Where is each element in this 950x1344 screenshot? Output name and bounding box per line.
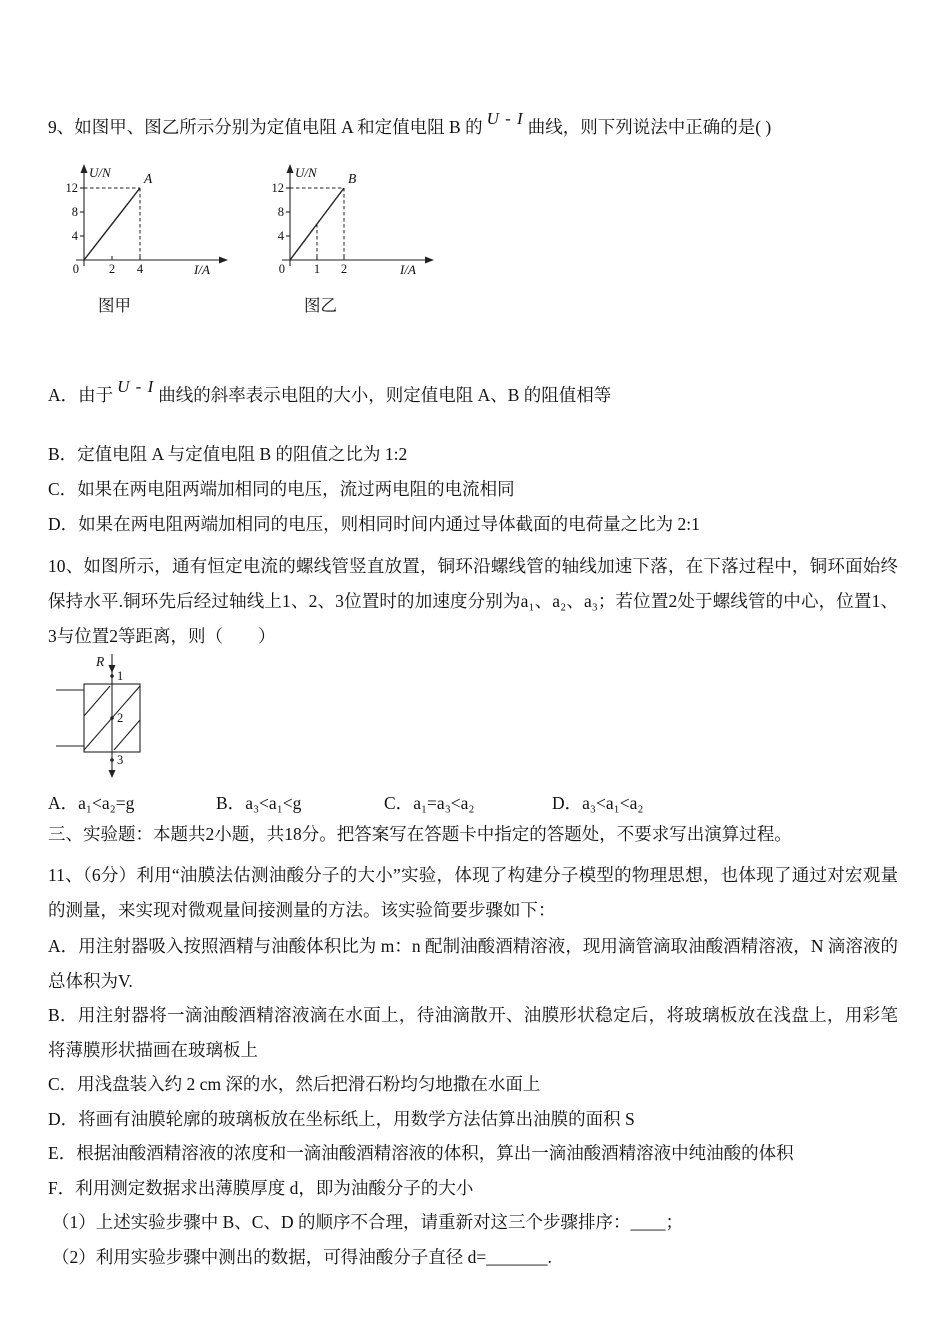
axis-arrow-top-icon (109, 665, 116, 673)
graph-yi-plot (258, 163, 438, 285)
q9-graphs-row (52, 163, 898, 316)
q11-subquestion-2: （2）利用实验步骤中测出的数据，可得油酸分子直径 d=_______. (52, 1246, 552, 1267)
q9-option-c-label: C． (48, 479, 78, 499)
graph-yi (258, 163, 438, 316)
q10-option-c-text: a₁=a₃<a₂ (413, 793, 475, 813)
origin-label: 0 (278, 262, 285, 276)
q9-ui-formula: U - I (486, 109, 524, 128)
q10-option-b (216, 792, 384, 814)
y-tick-label-8: 8 (277, 205, 284, 219)
solenoid-plot (50, 654, 200, 779)
q11-steps (48, 929, 898, 1205)
y-axis-arrow-icon (287, 164, 294, 173)
q10-option-a-text: a₁<a₂=g (78, 793, 135, 813)
axis-arrow-bottom-icon (109, 770, 116, 778)
q9-option-d-text: 如果在两电阻两端加相同的电压，则相同时间内通过导体截面的电荷量之比为 2:1 (78, 514, 700, 534)
q11-step-a: A．用注射器吸入按照酒精与油酸体积比为 m：n 配制油酸酒精溶液，现用滴管滴取油酸酒精溶液，N 滴溶液的总体积为V. (48, 936, 898, 991)
question-10-stem: 10、如图所示，通有恒定电流的螺线管竖直放置，铜环沿螺线管的轴线加速下落，在下落过程中，铜环面始终保持水平.铜环先后经过轴线上1、2、3位置时的加速度分别为a₁、a₂、a₃；若位置2处于螺线管的中心，位置1、3与位置2等距离，则（ ） (48, 556, 898, 646)
x-axis-arrow-icon (219, 257, 228, 264)
y-tick-label-4: 4 (277, 229, 284, 243)
question-11 (48, 858, 898, 1274)
x-axis-arrow-icon (425, 257, 434, 264)
x-axis-label: I/A (194, 262, 210, 277)
x-tick-label-4: 4 (136, 262, 144, 276)
y-tick-label-12: 12 (65, 181, 78, 195)
q9-options (48, 377, 898, 535)
q11-step-f: F．利用测定数据求出薄膜厚度 d，即为油酸分子的大小 (48, 1177, 474, 1198)
q11-step-d: D．将画有油膜轮廓的玻璃板放在坐标纸上，用数学方法估算出油膜的面积 S (48, 1108, 635, 1129)
question-9-stem (48, 109, 898, 143)
q9-option-b (48, 443, 898, 465)
q10-option-b-label: B． (216, 793, 246, 813)
position-3-dot (110, 758, 114, 762)
x-axis-label: I/A (400, 262, 416, 277)
x-tick-label-2: 2 (340, 262, 348, 276)
coil-winding-2 (84, 686, 110, 716)
q10-option-d-text: a₃<a₁<a₂ (582, 793, 644, 813)
position-1-dot (110, 674, 114, 678)
q9-option-d (48, 513, 898, 535)
y-tick-label-12: 12 (271, 181, 284, 195)
position-3-label: 3 (117, 753, 124, 767)
q9-option-c (48, 478, 898, 500)
q10-option-a (48, 792, 216, 814)
q10-options (48, 792, 898, 814)
q10-option-d (552, 792, 644, 814)
y-axis-arrow-icon (81, 164, 88, 173)
section-3-header: 三、实验题：本题共2小题，共18分。把答案写在答题卡中指定的答题处，不要求写出演算过程。 (48, 824, 792, 844)
graph-jia (52, 163, 232, 316)
q9-option-b-text: 定值电阻 A 与定值电阻 B 的阻值之比为 1:2 (77, 444, 408, 464)
q9-option-c-text: 如果在两电阻两端加相同的电压，流过两电阻的电流相同 (77, 479, 515, 499)
point-b-label: B (348, 171, 357, 186)
q10-option-a-label: A． (48, 793, 79, 813)
question-9 (48, 109, 898, 535)
question-10 (48, 549, 898, 814)
q10-option-c-label: C． (384, 793, 414, 813)
q10-option-d-label: D． (552, 793, 583, 813)
q9-stem-after: 曲线，则下列说法中正确的是( ) (527, 117, 772, 137)
y-tick-label-8: 8 (71, 205, 78, 219)
q11-step-b: B．用注射器将一滴油酸酒精溶液滴在水面上，待油滴散开、油膜形状稳定后，将玻璃板放在浅盘上，用彩笔将薄膜形状描画在玻璃板上 (48, 1005, 898, 1060)
origin-label: 0 (72, 262, 79, 276)
y-axis-label: U/N (295, 165, 317, 180)
question-11-stem: 11、（6分）利用“油膜法估测油酸分子的大小”实验，体现了构建分子模型的物理思想，也体现了通过对宏观量的测量，来实现对微观量间接测量的方法。该实验简要步骤如下： (48, 865, 898, 920)
resistor-a-line (84, 188, 140, 260)
q10-option-b-text: a₃<a₁<g (245, 793, 302, 813)
q11-step-e: E．根据油酸酒精溶液的浓度和一滴油酸酒精溶液的体积，算出一滴油酸酒精溶液中纯油酸的体积 (48, 1143, 794, 1163)
q9-option-a-after: 曲线的斜率表示电阻的大小，则定值电阻 A、B 的阻值相等 (158, 385, 612, 405)
q9-option-a (48, 377, 898, 407)
solenoid-diagram (50, 654, 898, 784)
position-2-label: 2 (117, 711, 124, 725)
q9-option-a-before: 由于 (78, 385, 114, 405)
q10-option-c (384, 792, 552, 814)
graph-yi-caption: 图乙 (304, 296, 337, 315)
graph-jia-plot (52, 163, 232, 285)
q11-step-c: C．用浅盘装入约 2 cm 深的水，然后把滑石粉均匀地撒在水面上 (48, 1074, 541, 1094)
q9-stem-before: 9、如图甲、图乙所示分别为定值电阻 A 和定值电阻 B 的 (48, 117, 483, 137)
y-tick-label-4: 4 (71, 229, 78, 243)
point-a-label: A (144, 171, 153, 186)
coil-label: R (96, 654, 105, 669)
q9-option-a-formula: U - I (117, 377, 155, 396)
q11-subquestion-1: （1）上述实验步骤中 B、C、D 的顺序不合理，请重新对这三个步骤排序：____； (52, 1212, 683, 1232)
graph-jia-caption: 图甲 (98, 296, 131, 315)
x-tick-label-2: 2 (108, 262, 116, 276)
q9-option-b-label: B． (48, 444, 78, 464)
q9-option-a-label: A． (48, 385, 79, 405)
position-1-label: 1 (117, 669, 124, 683)
position-2-dot (110, 716, 114, 720)
y-axis-label: U/N (89, 165, 111, 180)
q9-option-d-label: D． (48, 514, 79, 534)
x-tick-label-1: 1 (313, 262, 321, 276)
